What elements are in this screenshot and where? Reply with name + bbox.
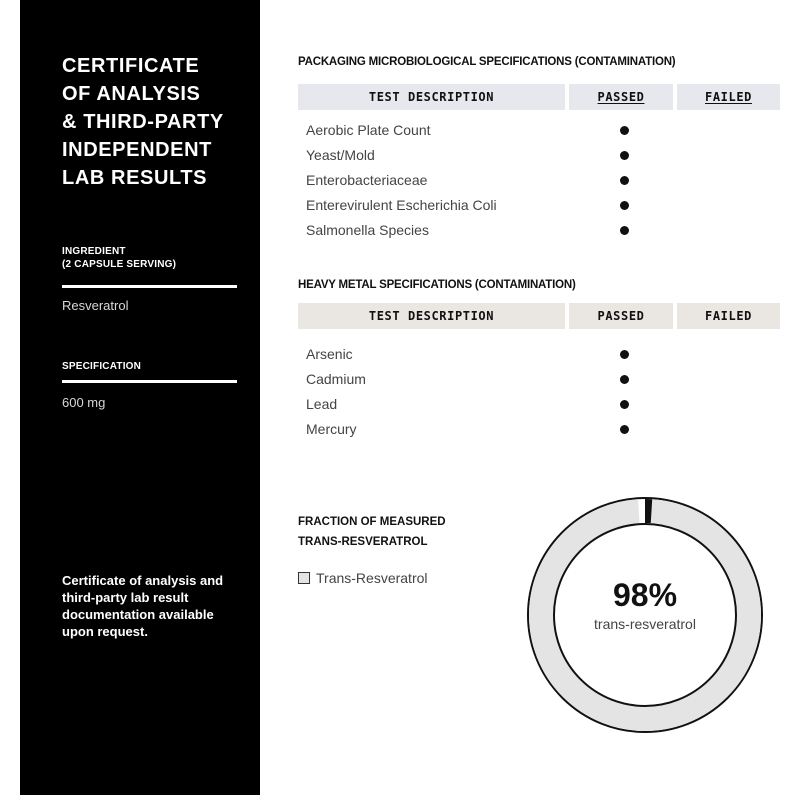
fraction-legend bbox=[298, 570, 428, 586]
fraction-title bbox=[298, 512, 446, 552]
ingredient-label-line: INGREDIENT bbox=[62, 246, 126, 257]
test-row bbox=[306, 417, 776, 442]
title-line: LAB RESULTS bbox=[62, 167, 208, 189]
test-name: Cadmium bbox=[306, 371, 366, 387]
header-passed-label: PASSED bbox=[597, 309, 645, 323]
test-name: Arsenic bbox=[306, 346, 353, 362]
test-row bbox=[306, 392, 776, 417]
test-row bbox=[306, 342, 776, 367]
microbiological-rows bbox=[306, 118, 776, 243]
donut-percent-label: 98% bbox=[612, 577, 678, 613]
passed-dot-icon bbox=[620, 425, 629, 434]
microbiological-table-header bbox=[298, 84, 780, 110]
header-failed-label: FAILED bbox=[705, 90, 752, 104]
test-row bbox=[306, 193, 776, 218]
header-failed-label: FAILED bbox=[705, 309, 752, 323]
title-line: CERTIFICATE bbox=[62, 55, 200, 77]
passed-dot-icon bbox=[620, 201, 629, 210]
passed-dot-icon bbox=[620, 350, 629, 359]
title-line: INDEPENDENT bbox=[62, 139, 212, 161]
header-passed bbox=[569, 84, 673, 110]
header-passed bbox=[569, 303, 673, 329]
test-row bbox=[306, 168, 776, 193]
title-line: OF ANALYSIS bbox=[62, 83, 201, 105]
passed-dot-icon bbox=[620, 126, 629, 135]
heavy-metal-table-header bbox=[298, 303, 780, 329]
certificate-title bbox=[62, 52, 262, 192]
test-name: Enterobacteriaceae bbox=[306, 172, 428, 188]
legend-swatch bbox=[298, 572, 310, 584]
header-test-description: TEST DESCRIPTION bbox=[298, 84, 565, 110]
header-failed bbox=[677, 84, 780, 110]
test-name: Salmonella Species bbox=[306, 222, 429, 238]
ingredient-value: Resveratrol bbox=[62, 298, 129, 313]
fraction-title-line: TRANS-RESVERATROL bbox=[298, 536, 428, 548]
legend-label: Trans-Resveratrol bbox=[316, 570, 428, 586]
test-name: Mercury bbox=[306, 421, 357, 437]
documentation-note: Certificate of analysis and third-party lab result documentation available upon request. bbox=[62, 573, 224, 639]
test-name: Aerobic Plate Count bbox=[306, 122, 431, 138]
specification-label: SPECIFICATION bbox=[62, 361, 142, 372]
header-failed bbox=[677, 303, 780, 329]
specification-value: 600 mg bbox=[62, 395, 106, 410]
fraction-donut-chart bbox=[525, 495, 765, 735]
title-line: & THIRD-PARTY bbox=[62, 111, 224, 133]
ingredient-label-line: (2 CAPSULE SERVING) bbox=[62, 259, 177, 270]
heavy-metal-title: HEAVY METAL SPECIFICATIONS (CONTAMINATION) bbox=[298, 279, 576, 291]
passed-dot-icon bbox=[620, 400, 629, 409]
microbiological-title: PACKAGING MICROBIOLOGICAL SPECIFICATIONS (CONTAMINATION) bbox=[298, 56, 676, 68]
donut-sub-label: trans-resveratrol bbox=[594, 616, 696, 632]
heavy-metal-rows bbox=[306, 342, 776, 442]
passed-dot-icon bbox=[620, 151, 629, 160]
passed-dot-icon bbox=[620, 226, 629, 235]
test-name: Enterevirulent Escherichia Coli bbox=[306, 197, 497, 213]
ingredient-divider bbox=[62, 285, 237, 288]
test-row bbox=[306, 367, 776, 392]
fraction-title-line: FRACTION OF MEASURED bbox=[298, 516, 446, 528]
ingredient-label bbox=[62, 245, 176, 271]
test-row bbox=[306, 118, 776, 143]
donut-inner-outline bbox=[554, 524, 736, 706]
test-row bbox=[306, 143, 776, 168]
passed-dot-icon bbox=[620, 375, 629, 384]
test-name: Yeast/Mold bbox=[306, 147, 375, 163]
specification-divider bbox=[62, 380, 237, 383]
passed-dot-icon bbox=[620, 176, 629, 185]
sidebar-panel bbox=[20, 0, 260, 795]
test-row bbox=[306, 218, 776, 243]
header-passed-label: PASSED bbox=[597, 90, 645, 104]
test-name: Lead bbox=[306, 396, 338, 412]
header-test-description: TEST DESCRIPTION bbox=[298, 303, 565, 329]
